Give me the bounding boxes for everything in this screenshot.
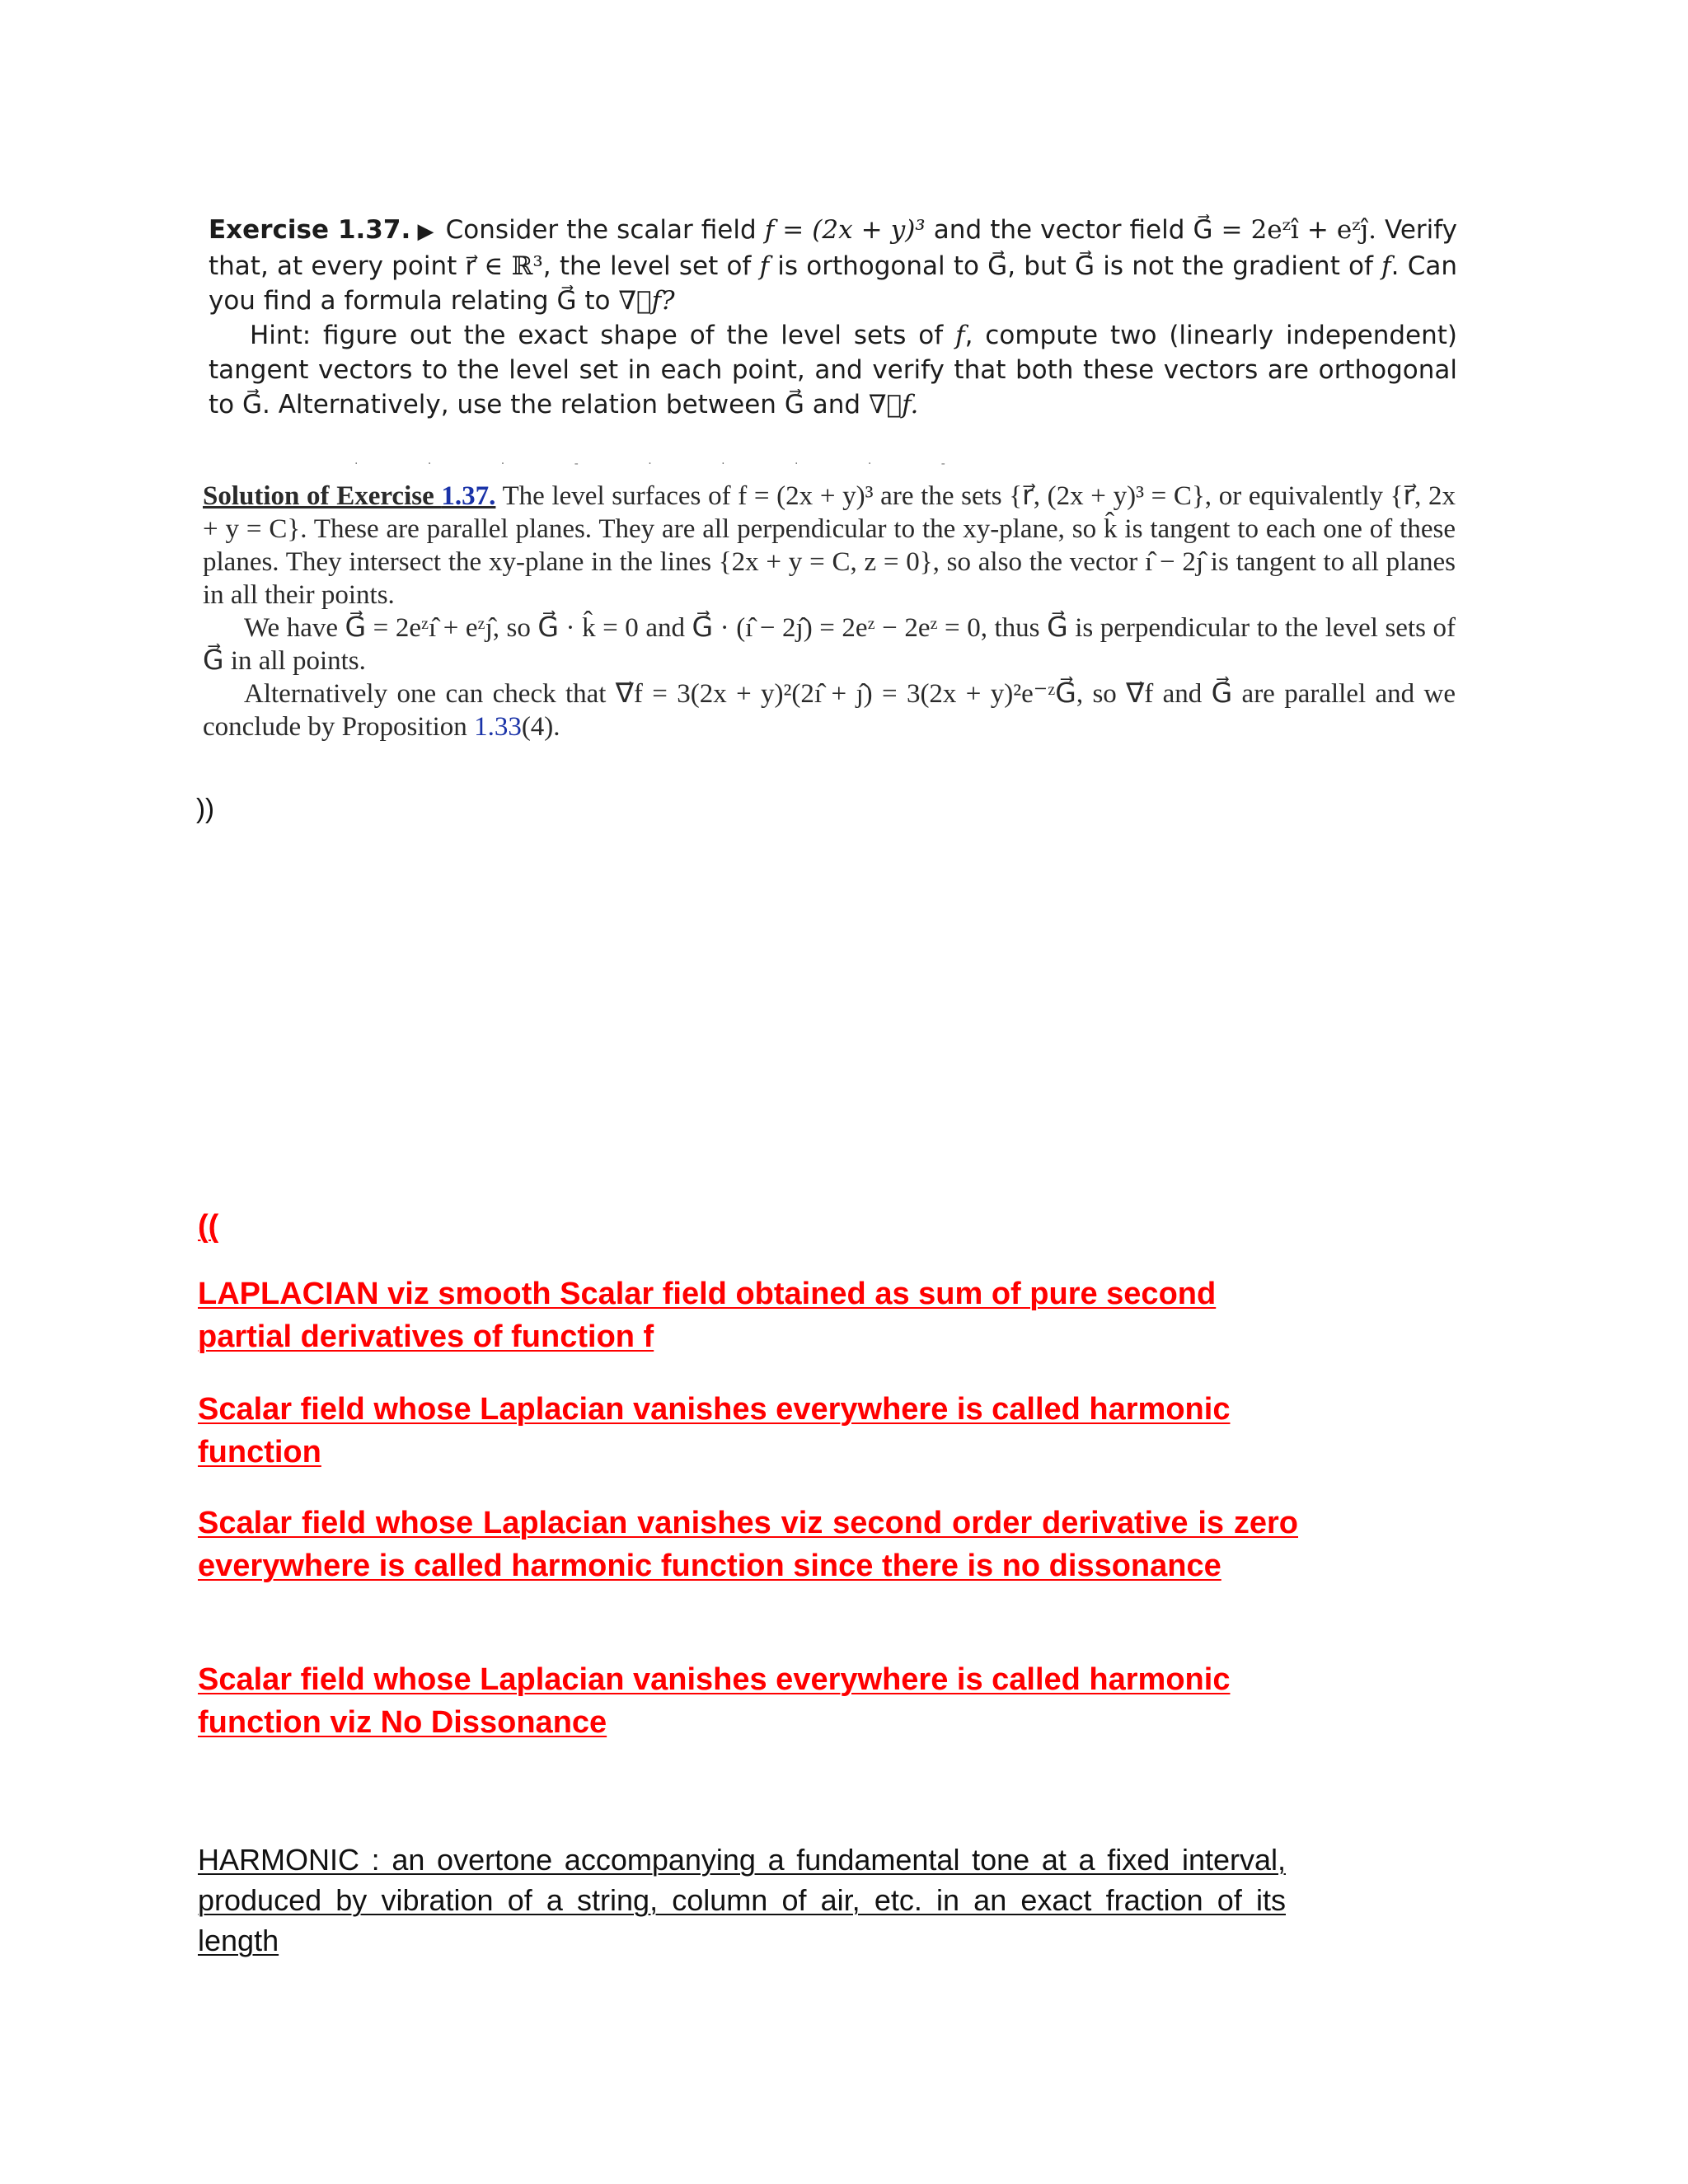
solution-title	[203, 481, 495, 511]
exercise-text: , but	[1007, 251, 1075, 281]
hint-text: and	[804, 390, 869, 419]
point-formula: r⃗ ∈ ℝ³	[465, 251, 543, 281]
solution-text: (4).	[521, 712, 560, 742]
note-harmonic-3: Scalar field whose Laplacian vanishes everywhere is called harmonic function viz No Dissonance	[198, 1662, 1231, 1740]
closing-parentheses: ))	[196, 793, 214, 823]
exercise-text: . Can you find a formula relating	[209, 251, 1457, 316]
note-laplacian: LAPLACIAN viz smooth Scalar field obtained as sum of pure second partial derivatives of function f	[198, 1277, 1217, 1354]
hint-text: Hint: figure out the exact shape of the level sets of	[250, 321, 956, 350]
exercise-text: Verify that, at every point	[209, 215, 1457, 281]
opening-parentheses: ((	[198, 1209, 219, 1244]
gradient-symbol: ∇⃗f.	[868, 390, 919, 419]
solution-title-text: Solution of Exercise	[203, 481, 442, 511]
solution-block	[203, 480, 1456, 743]
vector-field-formula: G⃗ = 2eᶻı̂ + eᶻȷ̂.	[1193, 215, 1376, 245]
symbol-f: f	[759, 251, 770, 281]
exercise-text: to	[576, 286, 619, 316]
symbol-f: f	[955, 321, 965, 350]
exercise-text: is not the gradient of	[1095, 251, 1382, 281]
exercise-title: Exercise 1.37.	[209, 215, 411, 245]
exercise-text: Consider the scalar field	[445, 215, 765, 245]
symbol-G: G⃗	[1074, 251, 1095, 281]
solution-paragraph-1	[203, 480, 1456, 612]
solution-paragraph-3	[203, 677, 1456, 743]
solution-paragraph-2	[203, 612, 1456, 677]
note-harmonic-1: Scalar field whose Laplacian vanishes everywhere is called harmonic function	[198, 1392, 1231, 1469]
exercise-text: and the vector field	[925, 215, 1193, 245]
symbol-G: G⃗	[784, 390, 804, 419]
solution-text: We have G⃗ = 2eᶻı̂ + eᶻȷ̂, so G⃗ · k̂ = 0 and G⃗ · (ı̂ − 2ȷ̂) = 2eᶻ − 2eᶻ = 0, thus G⃗ is perpendicular to the level sets of G⃗ in all points.	[203, 613, 1456, 676]
solution-text: The level surfaces of f = (2x + y)³ are the sets {r⃗, (2x + y)³ = C}, or equivalently {r⃗, 2x + y = C}. These are parallel planes. They are all perpendicular to the xy-plane, so k̂ is tangent to each one of these planes. They intersect the xy-plane in the lines {2x + y = C, z = 0}, so also the vector ı̂ − 2ȷ̂ is tangent to all planes in all their points.	[203, 481, 1456, 610]
symbol-G: G⃗	[987, 251, 1008, 281]
exercise-reference-link[interactable]: 1.37.	[441, 481, 496, 511]
harmonic-definition: HARMONIC : an overtone accompanying a fundamental tone at a fixed interval, produced by vibration of a string, column of air, etc. in an exact fraction of its length	[198, 1843, 1286, 1957]
exercise-block	[209, 213, 1457, 422]
hint-text: . Alternatively, use the relation between	[262, 390, 785, 419]
exercise-hint	[209, 318, 1457, 422]
symbol-G: G⃗	[556, 286, 577, 316]
note-harmonic-2: Scalar field whose Laplacian vanishes viz second order derivative is zero everywhere is called harmonic function since there is no dissonance	[198, 1506, 1298, 1583]
exercise-text: is orthogonal to	[769, 251, 988, 281]
scan-artifact: · · · - · · · · -	[354, 457, 978, 471]
exercise-statement	[209, 213, 1457, 318]
symbol-G: G⃗	[241, 390, 263, 419]
hint-text: , compute two (linearly independent) tangent vectors to the level set in each point, and verify that both these vectors are orthogonal to	[209, 321, 1457, 419]
proposition-reference-link[interactable]: 1.33	[474, 712, 522, 742]
gradient-symbol: ∇⃗f?	[618, 286, 675, 316]
solution-text: Alternatively one can check that ∇⃗f = 3(2x + y)²(2ı̂ + ȷ̂) = 3(2x + y)²e⁻ᶻG⃗, so ∇⃗f and G⃗ are parallel and we conclude by Proposition	[203, 679, 1456, 742]
exercise-text: , the level set of	[542, 251, 760, 281]
scalar-field-formula: f = (2x + y)³	[764, 215, 926, 245]
symbol-f: f	[1381, 251, 1391, 281]
exercise-arrow-icon: ▶	[417, 219, 434, 244]
